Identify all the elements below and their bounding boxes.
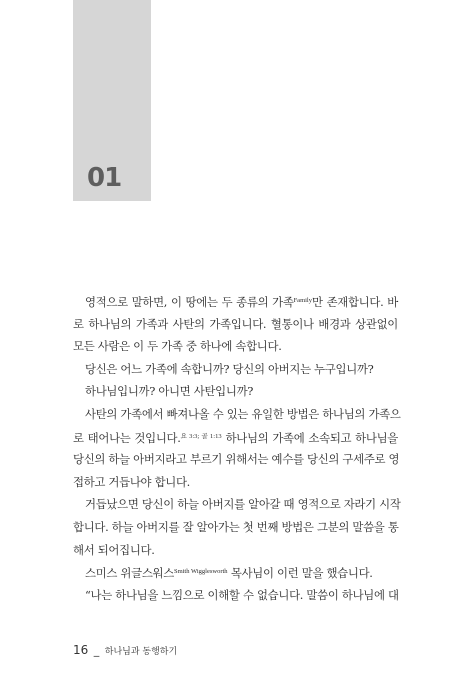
paragraph-line: 사탄의 가족에서 빠져나올 수 있는 유일한 방법은 하나님의 가족으 <box>85 406 401 421</box>
text-span: 영적으로 말하면, 이 땅에는 두 종류의 가족 <box>85 295 294 309</box>
footer-separator: _ <box>93 644 100 657</box>
paragraph-line <box>73 426 398 449</box>
book-title: 하나님과 동행하기 <box>104 647 178 657</box>
paragraph-line: 당신의 하늘 아버지라고 부르기 위해서는 예수를 당신의 구세주로 영 <box>73 452 400 467</box>
paragraph-line <box>73 290 398 313</box>
paragraph-line <box>73 561 398 584</box>
text-span: 스미스 위글스워스 <box>85 566 174 581</box>
footnote-english: Smith Wigglesworth <box>173 568 228 576</box>
paragraph-line: “나는 하나님을 느낌으로 이해할 수 없습니다. 말씀이 하나님에 대 <box>85 587 399 602</box>
footnote-english: Family <box>293 297 312 304</box>
paragraph-line: 모든 사람은 이 두 가족 중 하나에 속합니다. <box>73 339 282 354</box>
paragraph-line: 거듭났으면 당신이 하늘 아버지를 알아갈 때 영적으로 자라기 시작 <box>85 497 401 512</box>
text-span: 로 태어나는 것입니다. <box>73 430 181 445</box>
page-footer <box>73 643 177 657</box>
paragraph-line: 접하고 거듭나야 합니다. <box>73 474 190 489</box>
paragraph-line: 합니다. 하늘 아버지를 잘 알아가는 첫 번째 방법은 그분의 말씀을 통 <box>73 519 399 534</box>
paragraph-line: 로 하나님의 가족과 사탄의 가족입니다. 혈통이나 배경과 상관없이 <box>73 316 398 331</box>
text-span: 만 존재합니다. 바 <box>311 295 398 309</box>
paragraph-line: 해서 되어집니다. <box>73 542 155 557</box>
text-span: 목사님이 이런 말을 했습니다. <box>227 566 373 581</box>
body-text <box>73 290 401 606</box>
scripture-reference: 요 3:3; 골 1:13 <box>180 432 222 440</box>
page-number: 16 <box>73 643 89 657</box>
paragraph-line: 당신은 어느 가족에 속합니까? 당신의 아버지는 누구입니까? <box>85 361 374 376</box>
paragraph-line: 하나님입니까? 아니면 사탄입니까? <box>85 384 254 399</box>
text-span: 하나님의 가족에 소속되고 하나님을 <box>221 430 398 445</box>
chapter-number: 01 <box>87 163 122 193</box>
